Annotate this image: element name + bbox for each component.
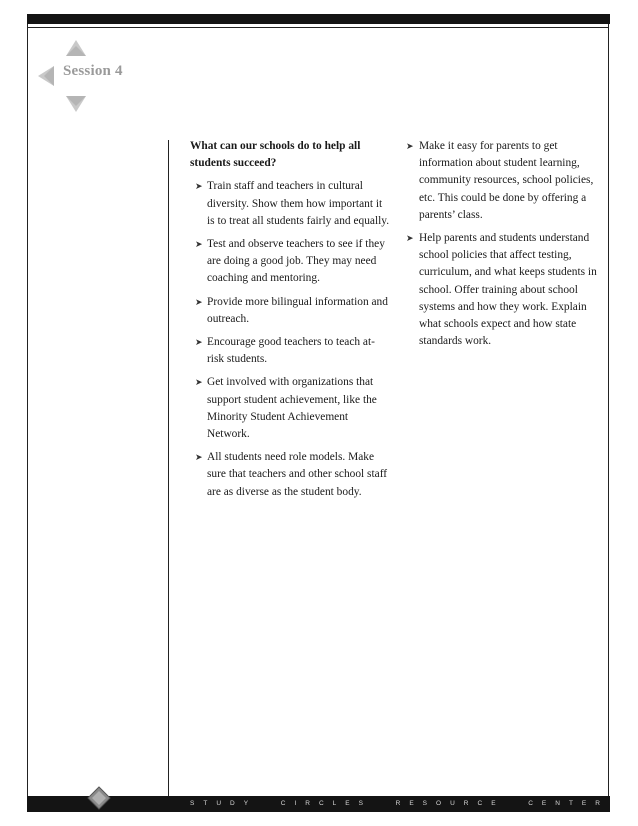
footer-letter: C (280, 800, 286, 807)
footer-word (190, 800, 248, 810)
footer-letter: U (216, 800, 222, 807)
footer-letter: S (358, 800, 363, 807)
list-item: ➤ Encourage good teachers to teach at-risk students. (195, 336, 375, 366)
arrowhead-bullet-icon: ➤ (195, 337, 203, 348)
list-item: ➤ Provide more bilingual information and outreach. (195, 295, 388, 325)
footer-letter: R (595, 800, 600, 807)
list-item: ➤ Test and observe teachers to see if they are doing a good job. They may need coaching and mentoring. (195, 238, 385, 285)
list-item: ➤ Make it easy for parents to get information about student learning, community resources, school policies, etc. This could be done by offering a parents’ class. (406, 140, 594, 221)
footer-letter: R (305, 800, 310, 807)
footer-letter: E (581, 800, 587, 807)
footer-letter: I (294, 800, 297, 807)
footer-letter: E (409, 800, 414, 807)
frame-right-line (608, 24, 609, 796)
footer-letter: C (528, 800, 533, 807)
footer-letter: C (477, 800, 483, 807)
list-item: ➤ Help parents and students understand school policies that affect testing, curriculum, and what keeps students in school. Offer training about school systems and how they work. Explain what schools expect and how state standards work. (406, 232, 597, 348)
arrowhead-bullet-icon: ➤ (195, 377, 203, 388)
footer-letter: C (318, 800, 324, 807)
footer-letter: E (345, 800, 350, 807)
footer-word (281, 800, 363, 810)
left-column (190, 138, 390, 507)
list-item: ➤ Train staff and teachers in cultural diversity. Show them how important it is to treat all students fairly and equally. (195, 180, 390, 227)
footer-text (190, 800, 600, 810)
footer-word (528, 800, 600, 810)
list-item: ➤ All students need role models. Make sure that teachers and other school staff are as diverse as the student body. (195, 451, 388, 498)
frame-left-line (27, 24, 28, 796)
top-rule (27, 14, 610, 24)
footer-letter: T (568, 800, 573, 807)
footer-letter: E (541, 800, 547, 807)
right-bullet-list (406, 138, 606, 350)
footer-letter: N (555, 800, 560, 807)
footer-letter: O (436, 800, 442, 807)
footer-letter: S (190, 800, 195, 807)
frame-top-line (27, 27, 609, 28)
column-divider (168, 140, 169, 796)
footer-letter: Y (243, 800, 249, 807)
session-label: Session 4 (63, 63, 123, 79)
arrowhead-bullet-icon: ➤ (406, 233, 414, 244)
footer-letter: E (491, 800, 496, 807)
arrowhead-bullet-icon: ➤ (195, 181, 203, 192)
footer-word (396, 800, 496, 810)
footer-letter: T (203, 800, 208, 807)
footer-letter: R (463, 800, 469, 807)
diamond-emblem-icon (86, 786, 112, 810)
right-column (406, 138, 606, 356)
section-heading: What can our schools do to help all students succeed? (190, 140, 361, 170)
footer-letter: U (450, 800, 455, 807)
footer-letter: L (332, 800, 337, 807)
footer-letter: R (395, 800, 401, 807)
list-item: ➤ Get involved with organizations that support student achievement, like the Minority Student Achievement Network. (195, 376, 377, 441)
arrowhead-bullet-icon: ➤ (195, 452, 203, 463)
left-bullet-list (190, 178, 390, 500)
arrowhead-bullet-icon: ➤ (406, 141, 414, 151)
footer-letter: D (230, 800, 235, 807)
arrowhead-bullet-icon: ➤ (195, 296, 203, 307)
footer-letter: S (422, 800, 428, 807)
arrowhead-bullet-icon: ➤ (195, 239, 203, 250)
